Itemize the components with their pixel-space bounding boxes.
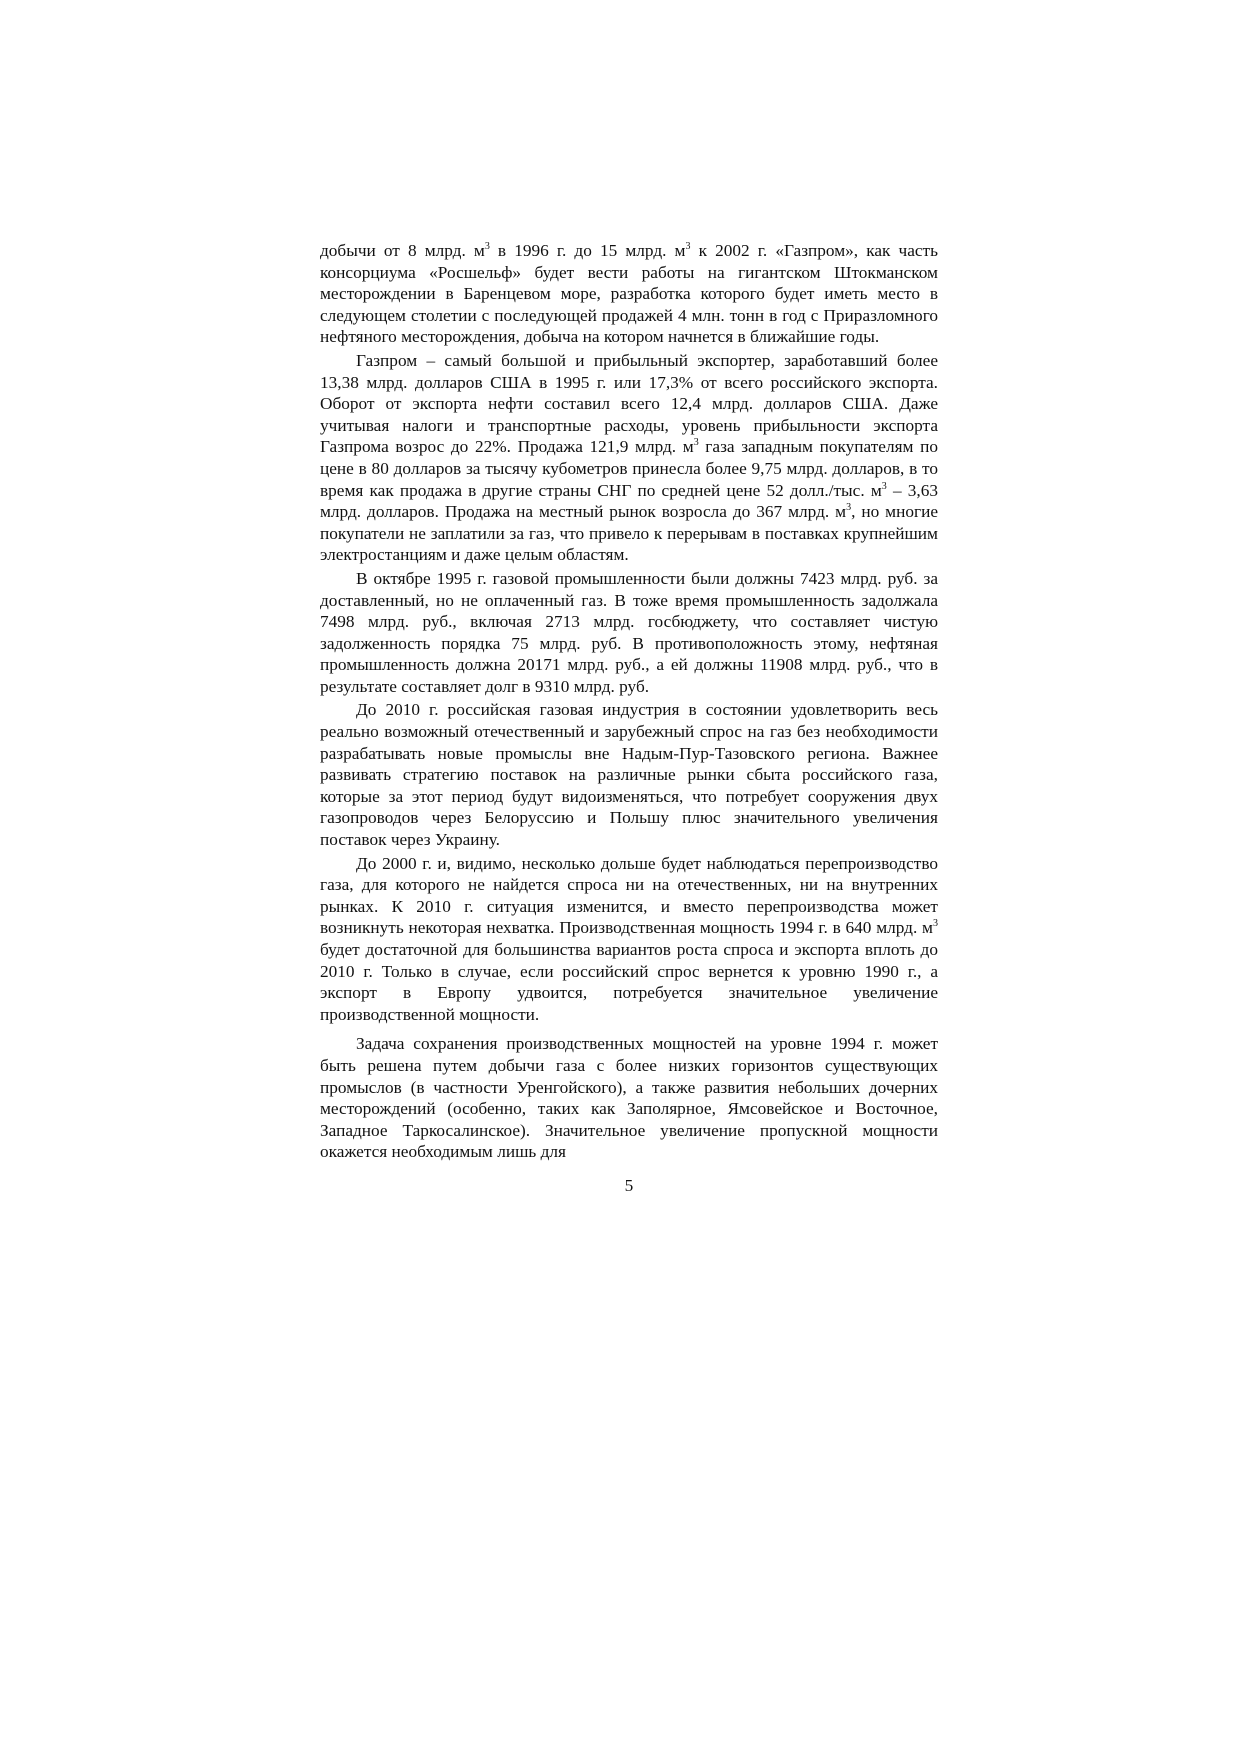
superscript: 3 (881, 480, 887, 492)
superscript: 3 (846, 502, 852, 514)
superscript: 3 (484, 241, 490, 253)
document-page (320, 240, 938, 1197)
paragraph: В октябре 1995 г. газовой промышленности были должны 7423 млрд. руб. за доставленный, но не оплаченный газ. В тоже время промышленность задолжала 7498 млрд. руб., включая 2713 млрд. госбюджету, что составляет чистую задолженность порядка 75 млрд. руб. В противоположность этому, нефтяная промышленность должна 20171 млрд. руб., а ей должны 11908 млрд. руб., что в результате составляет долг в 9310 млрд. руб. (320, 568, 938, 696)
superscript: 3 (685, 241, 691, 253)
paragraph: Задача сохранения производственных мощностей на уровне 1994 г. может быть решена путем добычи газа с более низких горизонтов существующих промыслов (в частности Уренгойского), а также развития небольших дочерних месторождений (особенно, таких как Заполярное, Ямсовейское и Восточное, Западное Таркосалинское). Значительное увеличение пропускной мощности окажется необходимым лишь для (320, 1034, 938, 1162)
paragraph: Газпром – самый большой и прибыльный экспортер, заработавший более 13,38 млрд. долларов США в 1995 г. или 17,3% от всего российского экспорта. Оборот от экспорта нефти составил всего 12,4 млрд. долларов США. Даже учитывая налоги и транспортные расходы, уровень прибыльности экспорта Газпрома возрос до 22%. Продажа 121,9 млрд. $м^3$ газа западным покупателям по цене в 80 долларов за тысячу кубометров принесла более 9,75 млрд. долларов, в то время как продажа в другие страны СНГ по средней цене 52 долл./тыс. $м^3 - 3,63$ млрд. долларов. Продажа на местный рынок возросла до 367 млрд. $м^3$, но многие покупатели не заплатили за газ, что привело к перерывам в поставках крупнейшим электростанциям и даже целым областям. (320, 350, 938, 565)
paragraph: До 2000 г. и, видимо, несколько дольше будет наблюдаться перепроизводство газа, для которого не найдется спроса ни на отечественных, ни на внутренних рынках. К 2010 г. ситуация изменится, и вместо перепроизводства может возникнуть некоторая нехватка. Производственная мощность 1994 г. в 640 млрд. $м^3$ будет достаточной для большинства вариантов роста спроса и экспорта вплоть до 2010 г. Только в случае, если российский спрос вернется к уровню 1990 г., а экспорт в Европу удвоится, потребуется значительное увеличение производственной мощности. (320, 853, 938, 1024)
paragraph: До 2010 г. российская газовая индустрия в состоянии удовлетворить весь реально возможный отечественный и зарубежный спрос на газ без необходимости разрабатывать новые промыслы вне Надым-Пур-Тазовского региона. Важнее развивать стратегию поставок на различные рынки сбыта российского газа, которые за этот период будут видоизменяться, что потребует сооружения двух газопроводов через Белоруссию и Польшу плюс значительного увеличения поставок через Украину. (320, 700, 938, 850)
superscript: 3 (693, 437, 699, 449)
page-number: 5 (624, 1175, 634, 1195)
superscript: 3 (933, 918, 938, 930)
paragraph: добычи от 8 млрд. $м^3$ в 1996 г. до 15 млрд. $м^3$ к 2002 г. «Газпром», как часть консорциума «Росшельф» будет вести работы на гигантском Штокманском месторождении в Баренцевом море, разработка которого будет иметь место в следующем столетии с последующей продажей 4 млн. тонн в год с Приразломного нефтяного месторождения, добыча на котором начнется в ближайшие годы. (320, 241, 938, 347)
